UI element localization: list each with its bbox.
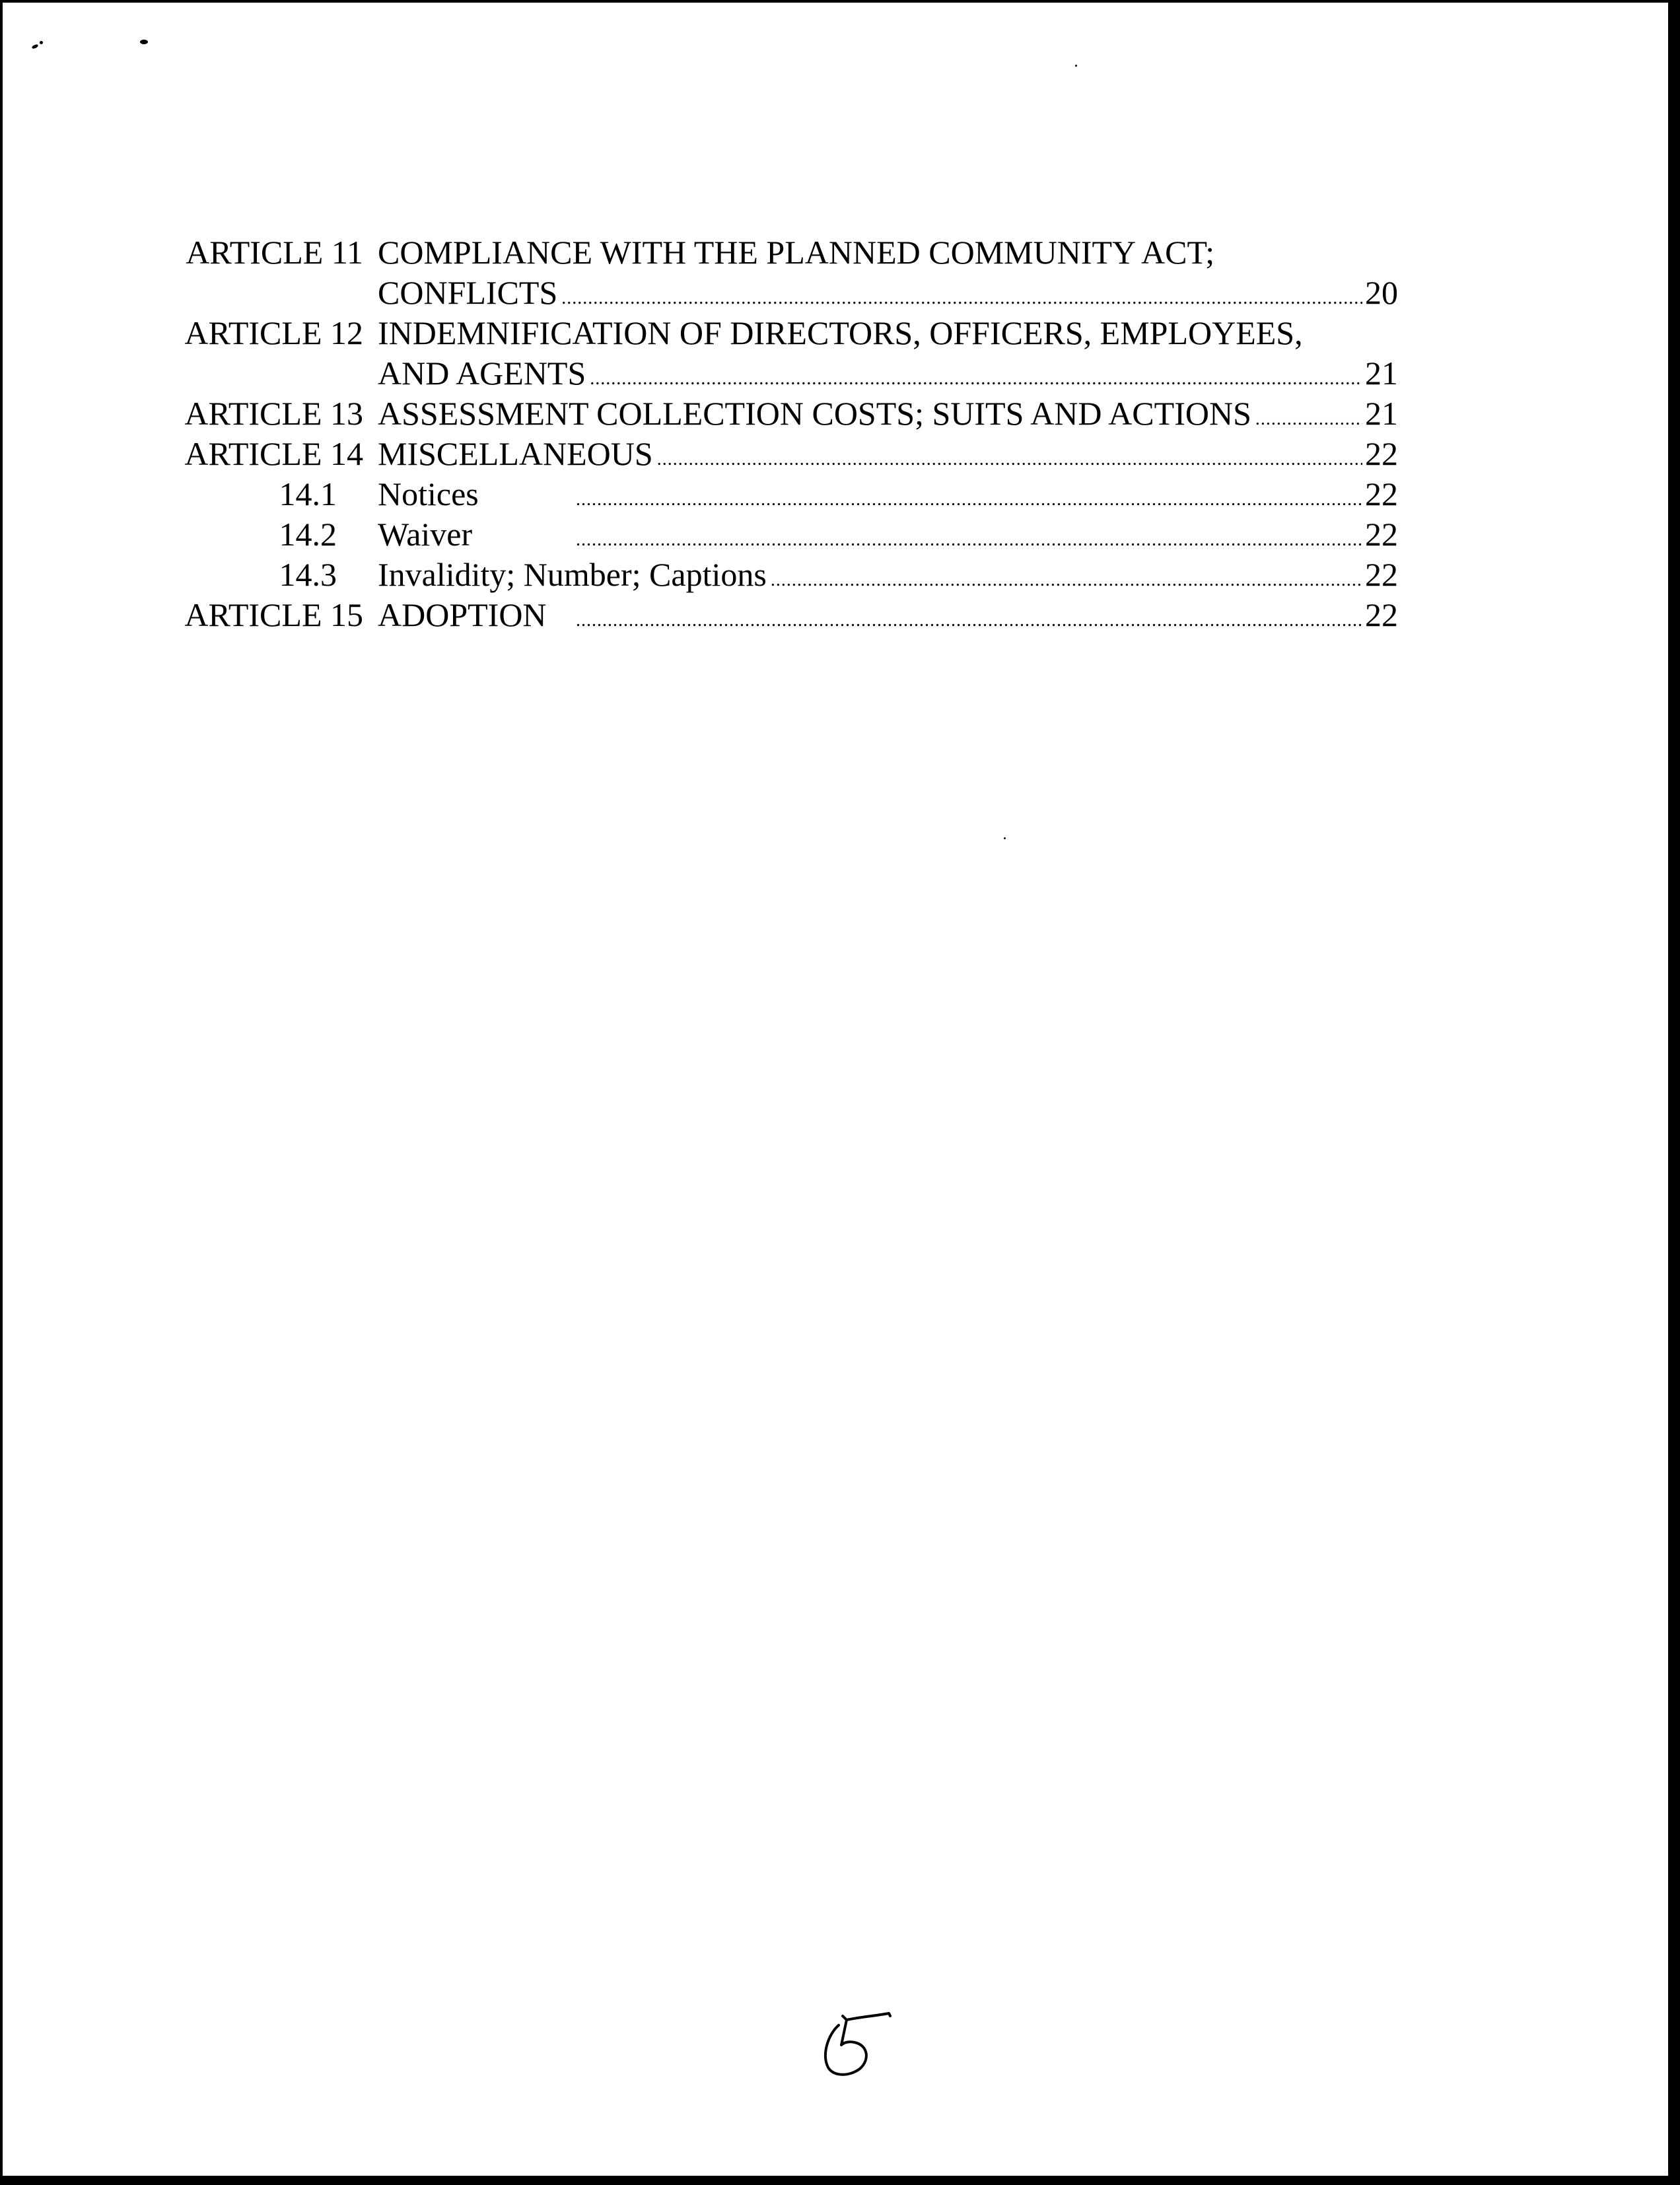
toc-entry-article-11	[180, 232, 1398, 273]
scan-border-right	[1668, 0, 1680, 2185]
dot-leader	[771, 555, 1362, 600]
toc-entry-page: 22	[1365, 596, 1398, 633]
toc-entry-label: ARTICLE 15	[184, 596, 363, 633]
toc-entry-label: 14.1	[279, 475, 337, 512]
dot-leader	[590, 353, 1362, 399]
dot-leader	[576, 514, 1362, 560]
toc-entry-title: Waiver	[378, 516, 473, 553]
toc-entry-article-15	[180, 595, 1398, 635]
toc-entry-article-14	[180, 434, 1398, 474]
scan-speck	[1004, 837, 1006, 839]
toc-entry-title: MISCELLANEOUS	[378, 435, 653, 472]
toc-entry-title: INDEMNIFICATION OF DIRECTORS, OFFICERS, EMPLOYEES,	[378, 314, 1303, 351]
toc-entry-page: 22	[1365, 435, 1398, 472]
toc-entry-article-11-continued	[180, 273, 1398, 313]
toc-entry-title: ADOPTION	[378, 596, 547, 633]
scan-speck	[31, 44, 38, 50]
scan-speck	[1075, 65, 1077, 67]
toc-entry-page: 21	[1365, 395, 1398, 432]
toc-entry-label: 14.3	[279, 556, 337, 593]
scan-speck	[140, 40, 148, 44]
handwritten-page-number	[819, 2011, 898, 2083]
toc-entry-page: 22	[1365, 475, 1398, 512]
dot-leader	[576, 474, 1362, 520]
toc-entry-title-continued: CONFLICTS	[378, 274, 558, 311]
dot-leader	[561, 273, 1362, 318]
dot-leader	[1255, 394, 1362, 439]
toc-entry-section-14-3	[180, 555, 1398, 595]
toc-entry-label: 14.2	[279, 516, 337, 553]
scan-border-top	[0, 0, 1680, 3]
scan-speck	[40, 41, 43, 44]
toc-entry-label: ARTICLE 14	[184, 435, 363, 472]
toc-entry-section-14-2	[180, 514, 1398, 555]
scan-border-bottom	[0, 2176, 1680, 2185]
toc-entry-article-13	[180, 394, 1398, 434]
toc-entry-label: ARTICLE 11	[186, 234, 363, 271]
toc-entry-title: Notices	[378, 475, 479, 512]
toc-entry-label: ARTICLE 12	[184, 314, 363, 351]
toc-entry-page: 22	[1365, 516, 1398, 553]
toc-entry-page: 21	[1365, 355, 1398, 392]
toc-entry-title: ASSESSMENT COLLECTION COSTS; SUITS AND ACTIONS	[378, 395, 1251, 432]
toc-entry-title-continued: AND AGENTS	[378, 355, 586, 392]
toc-entry-article-12	[180, 313, 1398, 353]
toc-entry-title: COMPLIANCE WITH THE PLANNED COMMUNITY ACT;	[378, 234, 1215, 271]
toc-entry-page: 20	[1365, 274, 1398, 311]
toc-entry-article-12-continued	[180, 353, 1398, 394]
table-of-contents	[180, 232, 1398, 635]
toc-entry-title: Invalidity; Number; Captions	[378, 556, 767, 593]
dot-leader	[576, 595, 1362, 641]
scan-border-left	[0, 0, 3, 2185]
toc-entry-page: 22	[1365, 556, 1398, 593]
toc-entry-section-14-1	[180, 474, 1398, 514]
toc-entry-label: ARTICLE 13	[184, 395, 363, 432]
dot-leader	[657, 434, 1362, 479]
